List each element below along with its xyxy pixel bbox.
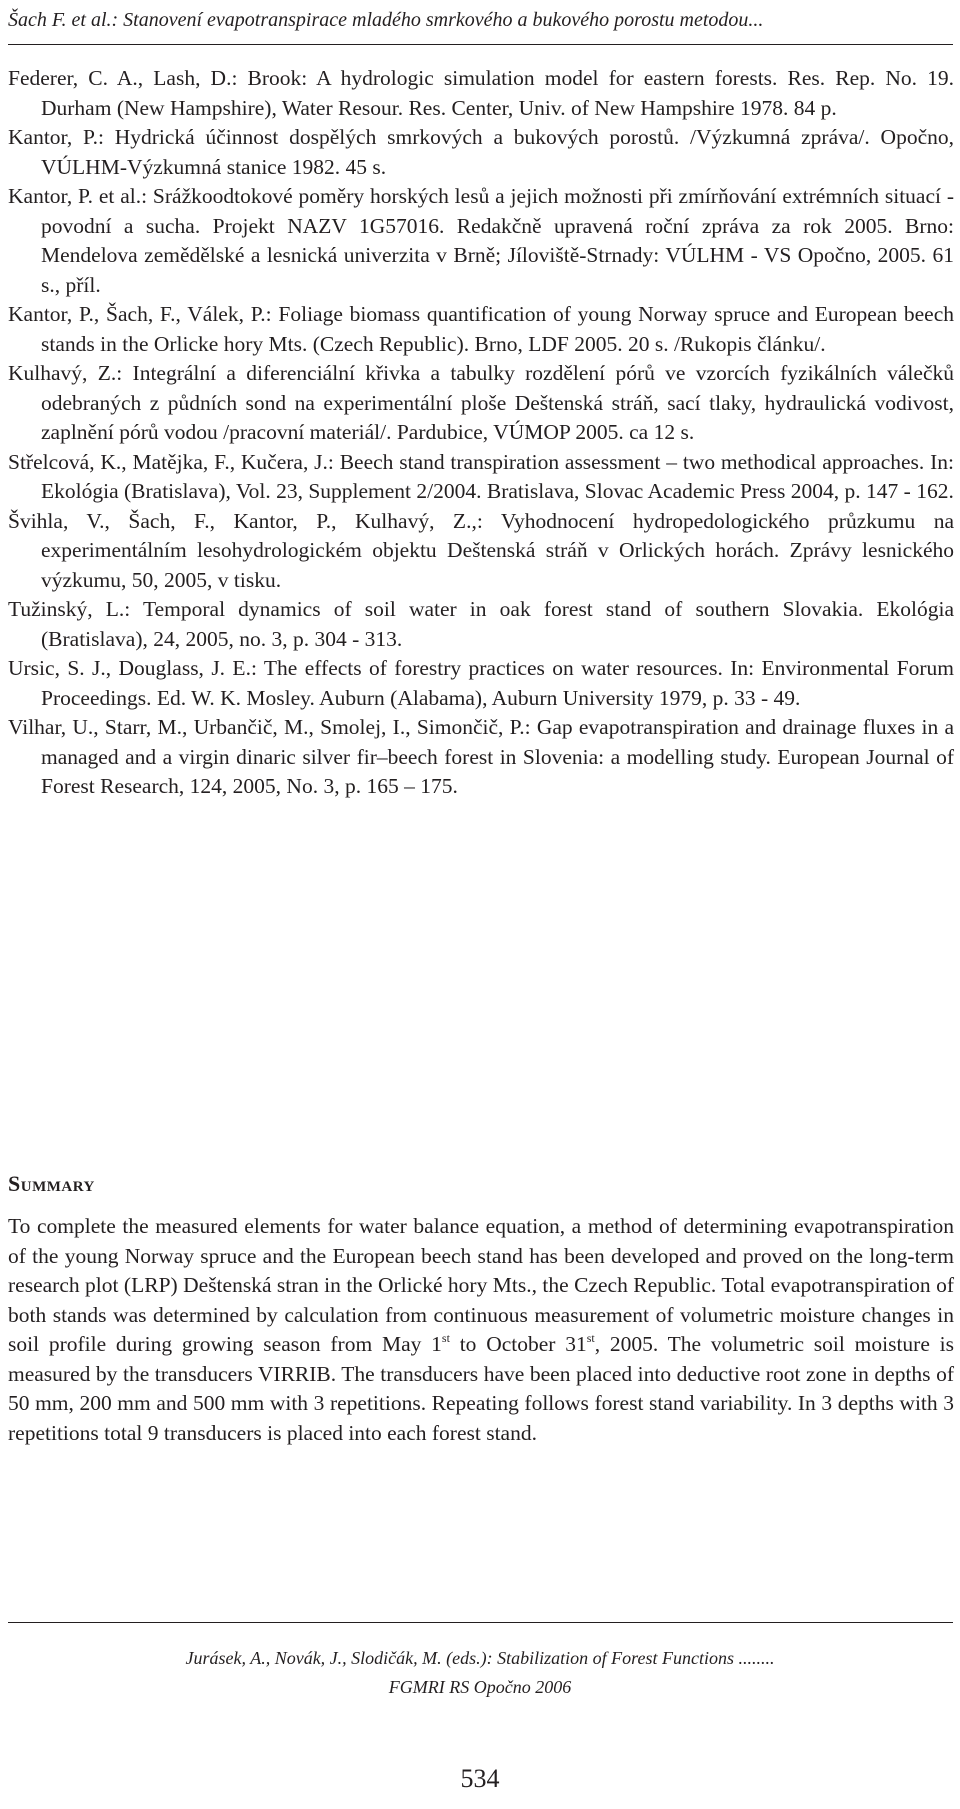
ordinal-suffix: st bbox=[441, 1331, 450, 1345]
running-header: Šach F. et al.: Stanovení evapotranspirace mladého smrkového a bukového porostu metodou... bbox=[8, 9, 764, 31]
summary-heading: Summary bbox=[8, 1171, 95, 1196]
header-rule bbox=[8, 44, 953, 45]
reference-item: Vilhar, U., Starr, M., Urbančič, M., Smolej, I., Simončič, P.: Gap evapotranspiration and drainage fluxes in a managed and a virgin dinaric silver fir–beech forest in Slovenia: a modelling study. European Journal of Forest Research, 124, 2005, No. 3, p. 165 – 175. bbox=[8, 715, 954, 798]
footer-publisher: FGMRI RS Opočno 2006 bbox=[388, 1677, 572, 1697]
reference-item: Tužinský, L.: Temporal dynamics of soil water in oak forest stand of southern Slovakia. Ekológia (Bratislava), 24, 2005, no. 3, p. 304 - 313. bbox=[8, 597, 954, 651]
summary-text: , 2005. The volumetric soil moisture is measured by the transducers VIRRIB. The transducers have been placed into deductive root zone in depths of 50 mm, 200 mm and 500 mm with 3 repetitions. Repeating follows forest stand variability. In 3 depths with 3 repetitions total 9 transducers is placed into each forest stand. bbox=[8, 1332, 955, 1445]
page-number: 534 bbox=[460, 1764, 500, 1793]
reference-item: Ursic, S. J., Douglass, J. E.: The effects of forestry practices on water resources. In: Environmental Forum Proceedings. Ed. W. K. Mosley. Auburn (Alabama), Auburn University 1979, p. 33 - 49. bbox=[8, 656, 954, 710]
ordinal-suffix: st bbox=[586, 1331, 595, 1345]
reference-item: Kulhavý, Z.: Integrální a diferenciální křivka a tabulky rozdělení pórů ve vzorcích fyzikálních válečků odebraných z půdních sond na experimentální ploše Deštenská stráň, sací tlaky, hydraulická vodivost, zaplnění pórů vodou /pracovní materiál/. Pardubice, VÚMOP 2005. ca 12 s. bbox=[8, 361, 954, 444]
reference-item: Střelcová, K., Matějka, F., Kučera, J.: Beech stand transpiration assessment – two methodical approaches. In: Ekológia (Bratislava), Vol. 23, Supplement 2/2004. Bratislava, Slovac Academic Press 2004, p. 147 - 162. bbox=[8, 449, 954, 503]
summary-paragraph bbox=[8, 1212, 954, 1448]
summary-text: to October 31 bbox=[449, 1332, 587, 1356]
summary-text: To complete the measured elements for water balance equation, a method of determining evapotranspiration of the young Norway spruce and the European beech stand has been developed and proved on the long-term research plot (LRP) Deštenská stran in the Orlické hory Mts., the Czech Republic. Total evapotranspiration of both stands was determined by calculation from continuous measurement of volumetric moisture changes in soil profile during growing season from May 1 bbox=[8, 1214, 954, 1356]
reference-list bbox=[8, 64, 954, 802]
reference-item: Kantor, P., Šach, F., Válek, P.: Foliage biomass quantification of young Norway spruce and European beech stands in the Orlicke hory Mts. (Czech Republic). Brno, LDF 2005. 20 s. /Rukopis článku/. bbox=[8, 302, 954, 356]
footer-citation: Jurásek, A., Novák, J., Slodičák, M. (eds.): Stabilization of Forest Functions ........ bbox=[185, 1648, 775, 1668]
reference-item: Kantor, P.: Hydrická účinnost dospělých smrkových a bukových porostů. /Výzkumná zpráva/. Opočno, VÚLHM-Výzkumná stanice 1982. 45 s. bbox=[8, 125, 954, 179]
reference-item: Švihla, V., Šach, F., Kantor, P., Kulhavý, Z.,: Vyhodnocení hydropedologického průzkumu na experimentálním lesohydrologickém objektu Deštenská stráň v Orlických horách. Zprávy lesnického výzkumu, 50, 2005, v tisku. bbox=[8, 508, 954, 592]
reference-item: Kantor, P. et al.: Srážkoodtokové poměry horských lesů a jejich možnosti při zmírňování extrémních situací - povodní a sucha. Projekt NAZV 1G57016. Redakčně upravená roční zpráva za rok 2005. Brno: Mendelova zemědělské a lesnická univerzita v Brně; Jíloviště-Strnady: VÚLHM - VS Opočno, 2005. 61 s., příl. bbox=[8, 184, 954, 297]
reference-item: Federer, C. A., Lash, D.: Brook: A hydrologic simulation model for eastern forests. Res. Rep. No. 19. Durham (New Hampshire), Water Resour. Res. Center, Univ. of New Hampshire 1978. 84 p. bbox=[8, 66, 954, 120]
footer-rule bbox=[8, 1622, 953, 1623]
